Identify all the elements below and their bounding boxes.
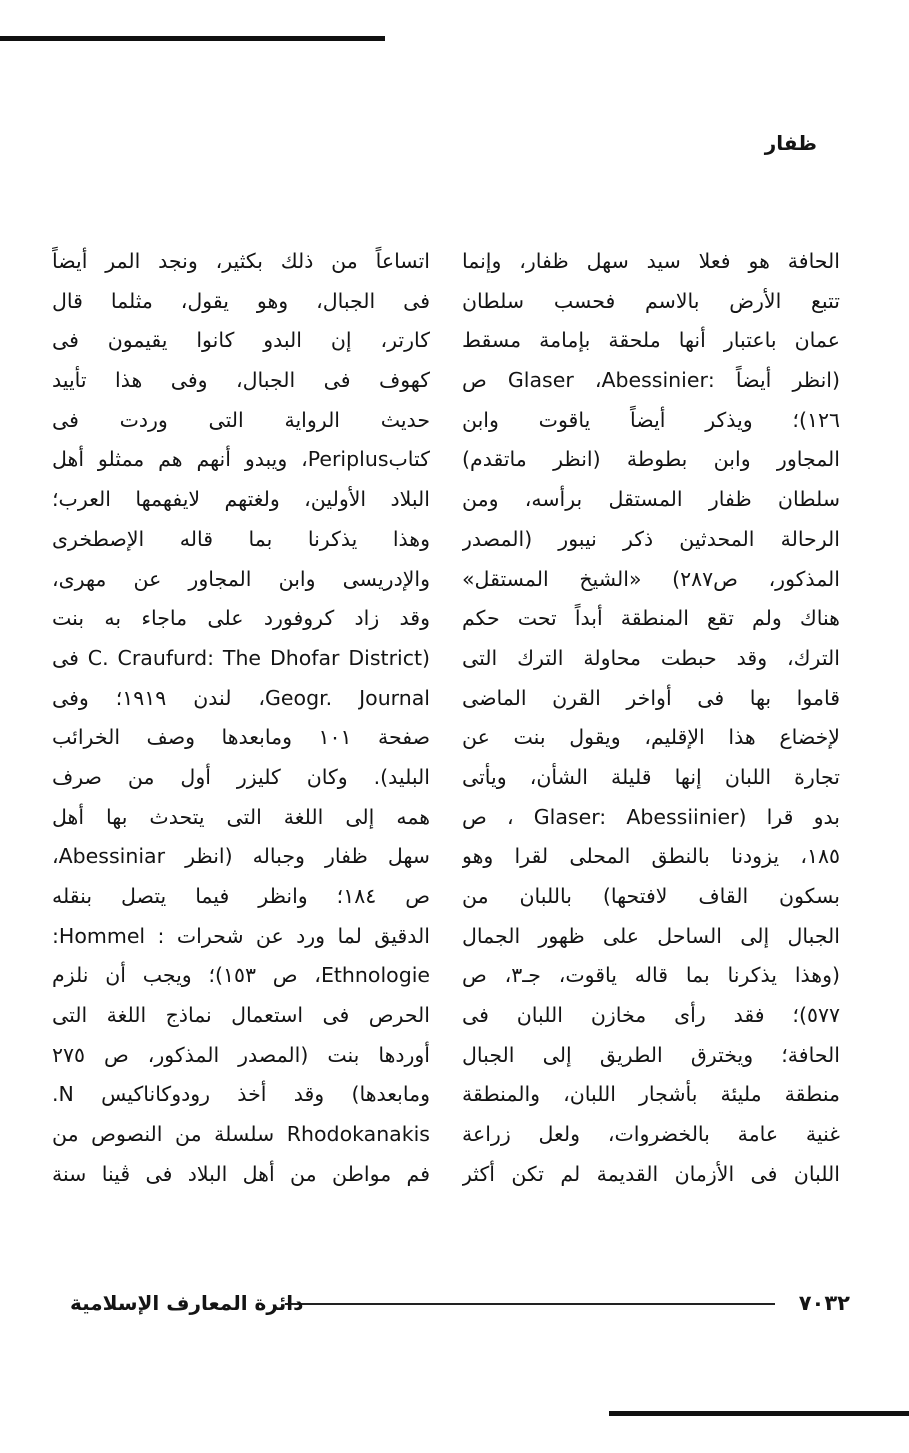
journal-title: دائرة المعارف الإسلامية <box>70 1291 304 1315</box>
text-line: لإخضاع هذا الإقليم، ويقول بنت عن <box>462 725 840 750</box>
text-line: الدقيق لما ورد عن شحرات : Hommel: <box>52 923 430 948</box>
text-line: وهذا يذكرنا بما قاله الإصطخرى <box>52 526 430 551</box>
text-line: همه إلى اللغة التى يتحدث بها أهل <box>52 804 430 829</box>
text-line: الحافة؛ ويخترق الطريق إلى الجبال <box>462 1042 840 1067</box>
text-line: الرحالة المحدثين ذكر نيبور (المصدر <box>462 526 840 551</box>
text-line: Geogr. Journal، لندن ١٩١٩؛ وفى <box>52 685 430 710</box>
text-column-right <box>462 242 840 1195</box>
text-line: بسكون القاف لافتحها) باللبان من <box>462 884 840 908</box>
text-line: المذكور، ص٢٨٧) «الشيخ المستقل» <box>462 566 840 591</box>
text-line: والإدريسى وابن المجاور عن مهرى، <box>52 566 430 591</box>
text-line: (انظر أيضاً :Glaser ،Abessinier ص <box>462 368 840 393</box>
text-line: عمان باعتبار أنها ملحقة بإمامة مسقط <box>462 328 840 353</box>
text-line: اتساعاً من ذلك بكثير، ونجد المر أيضاً <box>52 249 430 273</box>
top-rule <box>0 36 385 41</box>
text-line: الجبال إلى الساحل على ظهور الجمال <box>462 923 840 948</box>
text-line: كهوف فى الجبال، وفى هذا تأييد <box>52 368 430 393</box>
text-line: تجارة اللبان إنها قليلة الشأن، ويأتى <box>462 764 840 789</box>
text-line: فم مواطن من أهل البلاد فى ڤينا سنة <box>52 1161 430 1186</box>
footer-rule <box>285 1303 775 1305</box>
text-line: كارتر، إن البدو كانوا يقيمون فى <box>52 328 430 353</box>
text-line: البلاد الأولين، ولغتهم لايفهمها العرب؛ <box>52 487 430 512</box>
text-line: Rhodokanakis سلسلة من النصوص من <box>52 1122 430 1147</box>
text-line: سهل ظفار وجباله (انظر Abessiniar، <box>52 844 430 869</box>
page-footer <box>70 1285 850 1321</box>
text-line: منطقة مليئة بأشجار اللبان، والمنطقة <box>462 1082 840 1107</box>
text-line: ص ١٨٤؛ وانظر فيما يتصل بنقله <box>52 884 430 908</box>
running-head: ظفار <box>764 131 817 155</box>
text-line: صفحة ١٠١ ومابعدها وصف الخرائب <box>52 725 430 750</box>
text-line: الترك، وقد حبطت محاولة الترك التى <box>462 645 840 670</box>
text-line: اللبان فى الأزمان القديمة لم تكن أكثر <box>462 1161 840 1186</box>
text-line: حديث الرواية التى وردت فى <box>52 407 430 432</box>
text-line: البليد). وكان كليزر أول من صرف <box>52 764 430 789</box>
text-line: بدو قرا (Glaser: Abessiinier ، ص <box>462 804 840 829</box>
text-line: ومابعدها) وقد أخذ رودوكاناكيس N. <box>52 1082 430 1107</box>
bottom-rule <box>609 1411 909 1416</box>
text-line: أوردها بنت (المصدر المذكور، ص ٢٧٥ <box>52 1042 430 1067</box>
text-line: غنية عامة بالخضروات، ولعل زراعة <box>462 1122 840 1147</box>
text-line: (وهذا يذكرنا بما قاله ياقوت، جـ٣، ص <box>462 963 840 988</box>
page-number: ٧٠٣٢ <box>798 1291 850 1315</box>
text-line: هناك ولم تقع المنطقة أبداً تحت حكم <box>462 606 840 631</box>
text-line: (C. Craufurd: The Dhofar District فى <box>52 645 430 670</box>
text-line: سلطان ظفار المستقل برأسه، ومن <box>462 487 840 512</box>
text-line: الحرص فى استعمال نماذج اللغة التى <box>52 1003 430 1028</box>
text-line: تتبع الأرض بالاسم فحسب سلطان <box>462 288 840 313</box>
text-line: Ethnologie، ص ١٥٣)؛ ويجب أن نلزم <box>52 963 430 988</box>
text-line: ١٢٦)؛ ويذكر أيضاً ياقوت وابن <box>462 407 840 432</box>
text-column-left <box>52 242 430 1195</box>
text-line: فى الجبال، وهو يقول، مثلما قال <box>52 288 430 313</box>
text-line: قاموا بها فى أواخر القرن الماضى <box>462 685 840 710</box>
text-line: المجاور وابن بطوطة (انظر ماتقدم) <box>462 447 840 472</box>
text-line: ٥٧٧)؛ فقد رأى مخازن اللبان فى <box>462 1003 840 1028</box>
text-line: الحافة هو فعلا سيد سهل ظفار، وإنما <box>462 249 840 273</box>
text-line: وقد زاد كروفورد على ماجاء به بنت <box>52 606 430 631</box>
text-line: ١٨٥، يزودنا بالنطق المحلى لقرا وهو <box>462 844 840 869</box>
text-line: كتابPeriplus، ويبدو أنهم هم ممثلو أهل <box>52 447 430 472</box>
